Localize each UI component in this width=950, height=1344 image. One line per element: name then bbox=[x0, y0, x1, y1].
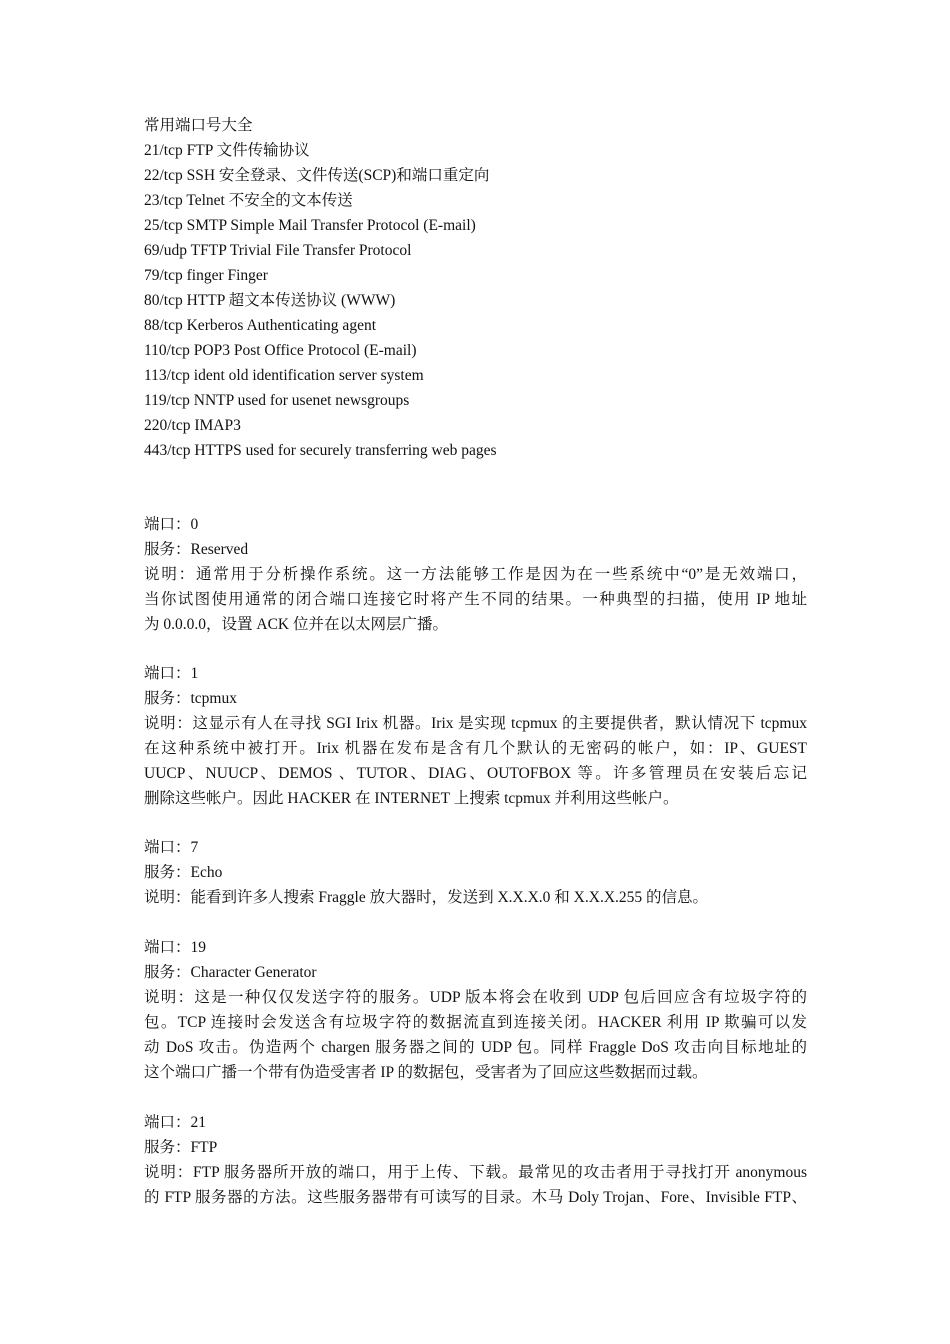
entry-port: 端口：1 bbox=[144, 665, 199, 682]
document-title: 常用端口号大全 bbox=[144, 117, 253, 134]
port-list-item: 69/udp TFTP Trivial File Transfer Protocol bbox=[144, 242, 412, 259]
port-list-item: 23/tcp Telnet 不安全的文本传送 bbox=[144, 192, 353, 209]
entry-port: 端口：19 bbox=[144, 939, 207, 956]
port-list-item: 119/tcp NNTP used for usenet newsgroups bbox=[144, 392, 410, 409]
entry-service: 服务：FTP bbox=[144, 1139, 218, 1156]
port-list-item: 113/tcp ident old identification server system bbox=[144, 367, 424, 384]
port-list-item: 80/tcp HTTP 超文本传送协议 (WWW) bbox=[144, 292, 396, 309]
entry-description-line: 动 DoS 攻击。伪造两个 chargen 服务器之间的 UDP 包。同样 Fraggle DoS 攻击向目标地址的 bbox=[144, 1039, 807, 1056]
port-list-item: 21/tcp FTP 文件传输协议 bbox=[144, 142, 310, 159]
entry-description-line: 在这种系统中被打开。Irix 机器在发布是含有几个默认的无密码的帐户，如：IP、GUEST bbox=[144, 740, 807, 757]
entry-description-line: 说明：这显示有人在寻找 SGI Irix 机器。Irix 是实现 tcpmux 的主要提供者，默认情况下 tcpmux bbox=[144, 715, 807, 732]
entry-description-line: 包。TCP 连接时会发送含有垃圾字符的数据流直到连接关闭。HACKER 利用 IP 欺骗可以发 bbox=[144, 1014, 807, 1031]
entry-description-line: 删除这些帐户。因此 HACKER 在 INTERNET 上搜索 tcpmux 并利用这些帐户。 bbox=[144, 790, 679, 807]
entry-description-line: UUCP、NUUCP、DEMOS 、TUTOR、DIAG、OUTOFBOX 等。许多管理员在安装后忘记 bbox=[144, 765, 807, 782]
entry-description-line: 当你试图使用通常的闭合端口连接它时将产生不同的结果。一种典型的扫描，使用 IP 地址 bbox=[144, 591, 807, 608]
entry-service: 服务：tcpmux bbox=[144, 690, 237, 707]
entry-port: 端口：0 bbox=[144, 516, 199, 533]
entry-service: 服务：Character Generator bbox=[144, 964, 317, 981]
entry-description-line: 说明：通常用于分析操作系统。这一方法能够工作是因为在一些系统中“0”是无效端口， bbox=[144, 566, 807, 583]
entry-description-line: 这个端口广播一个带有伪造受害者 IP 的数据包，受害者为了回应这些数据而过载。 bbox=[144, 1064, 708, 1081]
entry-description-line: 说明：能看到许多人搜索 Fraggle 放大器时，发送到 X.X.X.0 和 X.X.X.255 的信息。 bbox=[144, 889, 709, 906]
entry-port: 端口：21 bbox=[144, 1114, 207, 1131]
entry-description-line: 说明：FTP 服务器所开放的端口，用于上传、下载。最常见的攻击者用于寻找打开 anonymous bbox=[144, 1164, 807, 1181]
entry-service: 服务：Reserved bbox=[144, 541, 249, 558]
port-list-item: 25/tcp SMTP Simple Mail Transfer Protocol (E-mail) bbox=[144, 217, 476, 234]
entry-description-line: 为 0.0.0.0，设置 ACK 位并在以太网层广播。 bbox=[144, 616, 448, 633]
entry-description-line: 说明：这是一种仅仅发送字符的服务。UDP 版本将会在收到 UDP 包后回应含有垃圾字符的 bbox=[144, 989, 807, 1006]
port-list-item: 79/tcp finger Finger bbox=[144, 267, 268, 284]
entry-service: 服务：Echo bbox=[144, 864, 223, 881]
port-list-item: 22/tcp SSH 安全登录、文件传送(SCP)和端口重定向 bbox=[144, 167, 490, 184]
entry-port: 端口：7 bbox=[144, 839, 199, 856]
entry-description-line: 的 FTP 服务器的方法。这些服务器带有可读写的目录。木马 Doly Trojan、Fore、Invisible FTP、 bbox=[144, 1189, 807, 1206]
port-list-item: 110/tcp POP3 Post Office Protocol (E-mail) bbox=[144, 342, 417, 359]
port-list-item: 220/tcp IMAP3 bbox=[144, 417, 241, 434]
port-list-item: 88/tcp Kerberos Authenticating agent bbox=[144, 317, 377, 334]
port-list-item: 443/tcp HTTPS used for securely transferring web pages bbox=[144, 442, 497, 459]
